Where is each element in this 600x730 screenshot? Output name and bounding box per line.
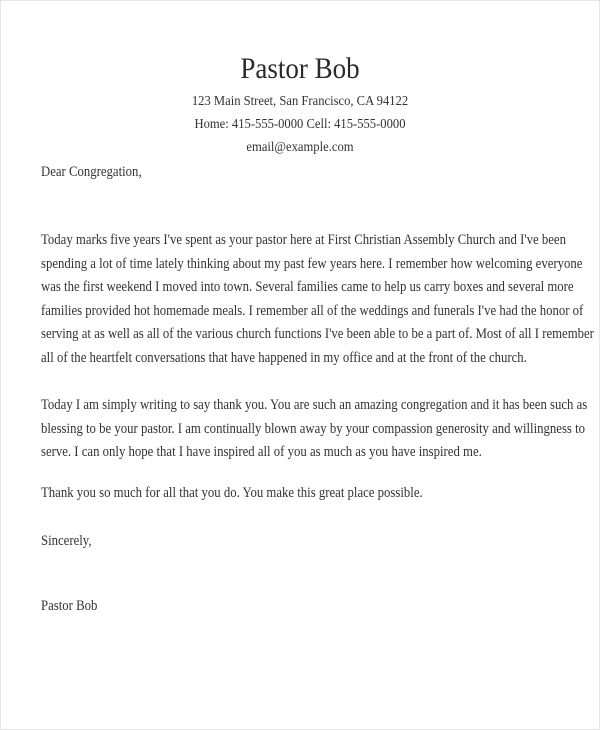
paragraph-line: serve. I can only hope that I have inspired all of you as much as you have inspired me. (41, 444, 482, 460)
paragraph-3: Thank you so much for all that you do. You make this great place possible. (41, 485, 423, 501)
sender-phones: Home: 415-555-0000 Cell: 415-555-0000 (194, 117, 406, 132)
signature: Pastor Bob (41, 598, 98, 614)
paragraph-line: all of the heartfelt conversations that have happened in my office and at the front of the church. (41, 349, 527, 366)
sender-email: email@example.com (246, 140, 354, 155)
paragraph-line: blessing to be your pastor. I am continually blown away by your compassion generosity and willingness to (41, 420, 585, 437)
paragraph-line: Today I am simply writing to say thank you. You are such an amazing congregation and it has been such as (41, 397, 588, 413)
salutation: Dear Congregation, (41, 164, 142, 180)
paragraph-line: was the first weekend I moved into town. Several families came to help us carry boxes and several more (41, 279, 574, 295)
paragraph-line: spending a lot of time lately thinking about my past few years here. I remember how welcoming everyone (41, 255, 583, 272)
paragraph-line: Today marks five years I've spent as your pastor here at First Christian Assembly Church and I've been (41, 232, 566, 248)
paragraph-line: serving at as well as all of the various church functions I've been able to be a part of. Most of all I remember (41, 326, 594, 342)
paragraph-line: families provided hot homemade meals. I remember all of the weddings and funerals I've had the honor of (41, 302, 584, 319)
sender-address: 123 Main Street, San Francisco, CA 94122 (191, 94, 409, 109)
sender-name: Pastor Bob (240, 52, 360, 85)
closing: Sincerely, (41, 533, 92, 549)
